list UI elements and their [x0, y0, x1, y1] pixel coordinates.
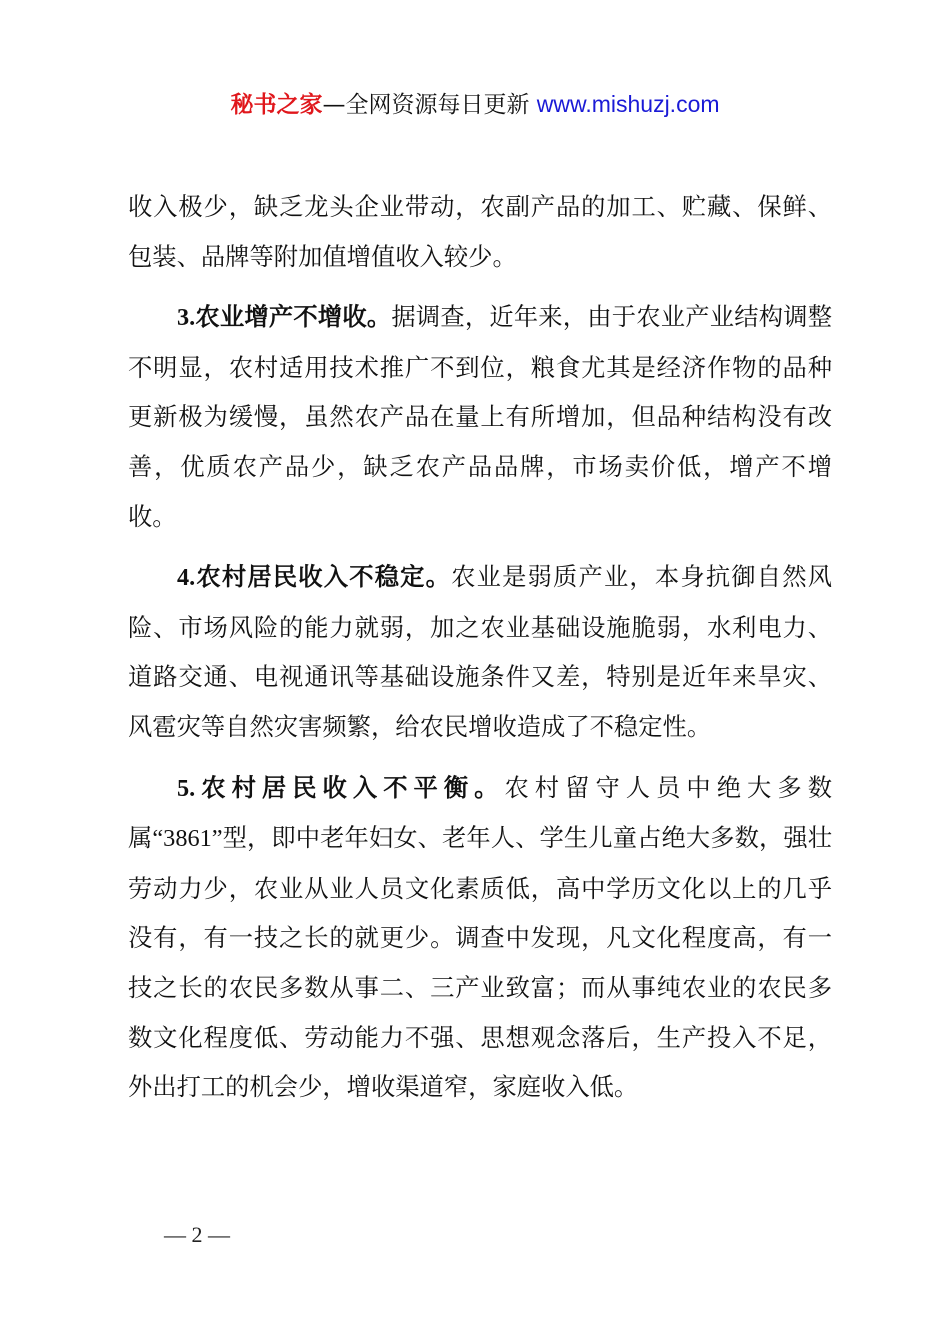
paragraph-heading: 农业增产不增收。 — [195, 302, 392, 332]
paragraph-text-start: 农村留守人员中绝大多数属 — [128, 772, 833, 853]
paragraph-number: 4. — [177, 564, 196, 592]
document-body — [128, 182, 832, 1112]
paragraph-4 — [128, 552, 832, 751]
paragraph-3 — [128, 292, 832, 541]
paragraph-text: 据调查，近年来，由于农业产业结构调整不明显，农村适用技术推广不到位，粮食尤其是经济作物的品种更新极为缓慢，虽然农产品在量上有所增加，但品种结构没有改善，优质农产品少，缺乏农产品品牌，市场卖价低，增产不增收。 — [128, 302, 833, 531]
paragraph-text: 农业是弱质产业，本身抗御自然风险、市场风险的能力就弱，加之农业基础设施脆弱，水利电力、道路交通、电视通讯等基础设施条件又差，特别是近年来旱灾、风雹灾等自然灾害频繁，给农民增收造成了不稳定性。 — [128, 562, 833, 741]
paragraph-text: 型，即中老年妇女、老年人、学生儿童占绝大多数，强壮劳动力少，农业从业人员文化素质低，高中学历文化以上的几乎没有，有一技之长的就更少。调查中发现，凡文化程度高，有一技之长的农民多数从事二、三产业致富；而从事纯农业的农民多数文化程度低、劳动能力不强、思想观念落后，生产投入不足，外出打工的机会少，增收渠道窄，家庭收入低。 — [128, 823, 833, 1102]
page-number: — 2 — — [164, 1222, 230, 1247]
paragraph-continued: 收入极少，缺乏龙头企业带动，农副产品的加工、贮藏、保鲜、包装、品牌等附加值增值收入较少。 — [128, 192, 832, 271]
paragraph-heading: 农村居民收入不平衡。 — [195, 772, 505, 802]
header-tagline: —全网资源每日更新 — [322, 92, 530, 118]
paragraph-5 — [128, 763, 832, 1112]
quoted-term: “3861” — [152, 825, 223, 853]
paragraph-heading: 农村居民收入不稳定。 — [195, 562, 452, 592]
site-url-link[interactable]: www.mishuzj.com — [536, 91, 720, 117]
brand-name: 秘书之家 — [230, 92, 323, 118]
paragraph-number: 5. — [177, 774, 196, 802]
paragraph-number: 3. — [177, 304, 196, 332]
site-header — [0, 88, 950, 121]
